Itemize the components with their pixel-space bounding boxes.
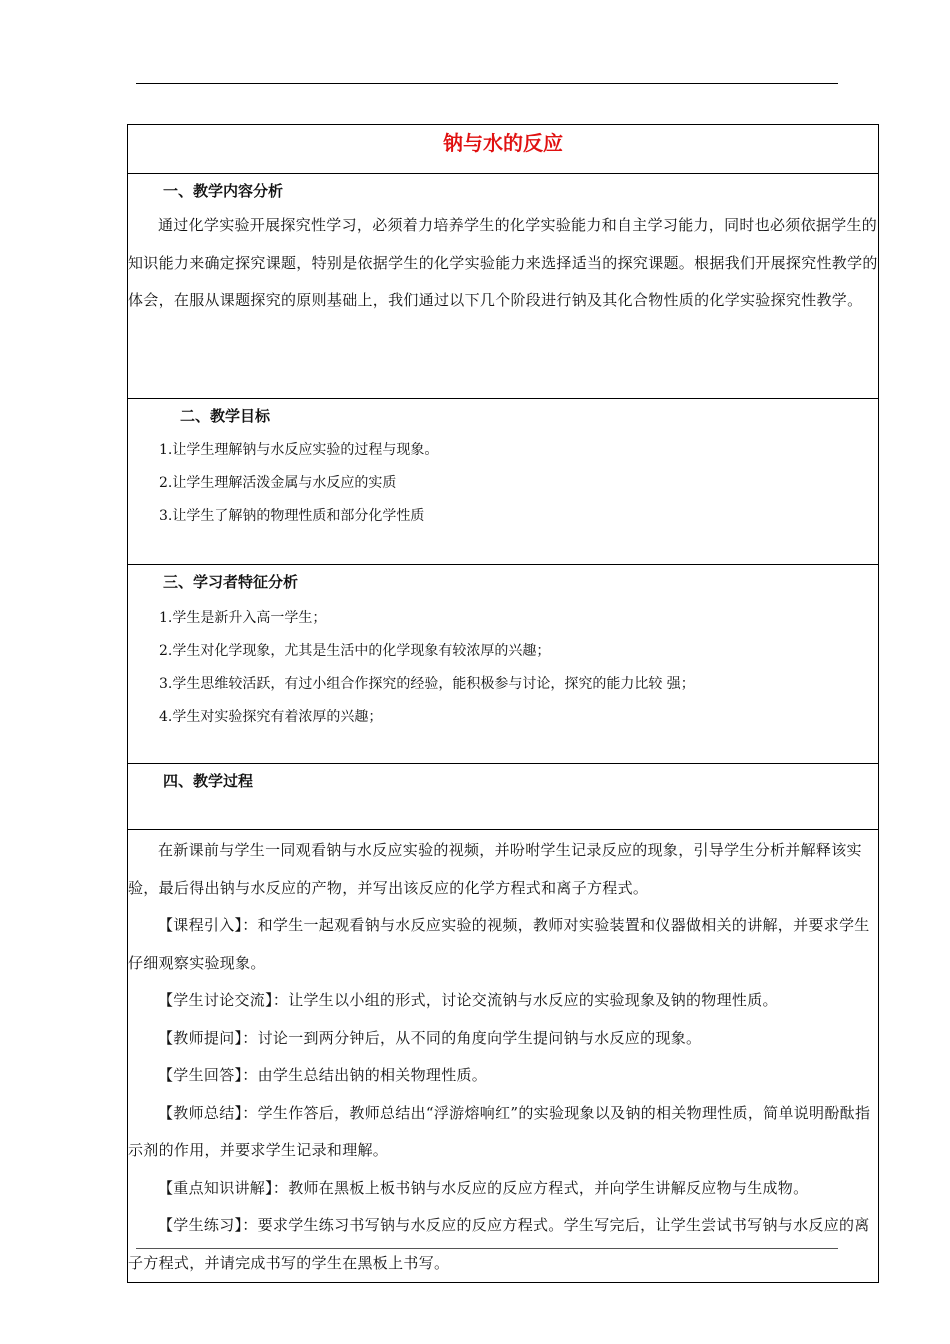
footer-rule	[136, 1248, 838, 1249]
section-teaching-process	[128, 830, 879, 1283]
list-item: 3.学生思维较活跃，有过小组合作探究的经验，能积极参与讨论，探究的能力比较 强；	[159, 676, 695, 692]
process-paragraph: 【学生回答】：由学生总结出钠的相关物理性质。	[158, 1066, 488, 1084]
list-item: 1.学生是新升入高一学生；	[159, 610, 327, 626]
section-learner-analysis	[128, 565, 879, 764]
section-heading: 三、学习者特征分析	[163, 573, 299, 591]
list-item: 4.学生对实验探究有着浓厚的兴趣；	[159, 709, 383, 725]
section-heading: 四、教学过程	[163, 772, 254, 790]
section-content-analysis	[128, 174, 879, 399]
process-paragraph: 【教师总结】：学生作答后，教师总结出“浮游熔响红”的实验现象以及钠的相关物理性质，简单说明酚酞指示剂的作用，并要求学生记录和理解。	[128, 1103, 871, 1159]
document-title: 钠与水的反应	[128, 125, 879, 174]
header-rule	[136, 83, 838, 84]
list-item: 3.让学生了解钠的物理性质和部分化学性质	[159, 508, 425, 524]
section-teaching-process-heading	[128, 764, 879, 830]
list-item: 1.让学生理解钠与水反应实验的过程与现象。	[159, 442, 439, 458]
list-item: 2.让学生理解活泼金属与水反应的实质	[159, 475, 397, 491]
section-heading: 一、教学内容分析	[163, 182, 284, 200]
section-teaching-goals	[128, 399, 879, 565]
process-paragraph: 【重点知识讲解】：教师在黑板上板书钠与水反应的反应方程式，并向学生讲解反应物与生成物。	[158, 1178, 809, 1197]
lesson-plan-table	[127, 124, 879, 1283]
section-paragraph: 通过化学实验开展探究性学习，必须着力培养学生的化学实验能力和自主学习能力，同时也必须依据学生的知识能力来确定探究课题，特别是依据学生的化学实验能力来选择适当的探究课题。根据我们开展探究性教学的体会，在服从课题探究的原则基础上，我们通过以下几个阶段进行钠及其化合物性质的化学实验探究性教学。	[128, 216, 878, 309]
process-paragraph: 【学生练习】：要求学生练习书写钠与水反应的反应方程式。学生写完后，让学生尝试书写钠与水反应的离子方程式，并请完成书写的学生在黑板上书写。	[128, 1216, 870, 1272]
section-heading: 二、教学目标	[180, 407, 271, 425]
process-paragraph: 【教师提问】：讨论一到两分钟后，从不同的角度向学生提问钠与水反应的现象。	[158, 1028, 702, 1047]
process-paragraph: 【课程引入】：和学生一起观看钠与水反应实验的视频，教师对实验装置和仪器做相关的讲解，并要求学生仔细观察实验现象。	[128, 916, 870, 972]
process-paragraph: 在新课前与学生一同观看钠与水反应实验的视频，并吩咐学生记录反应的现象，引导学生分析并解释该实验，最后得出钠与水反应的产物，并写出该反应的化学方程式和离子方程式。	[128, 841, 862, 897]
process-paragraph: 【学生讨论交流】：让学生以小组的形式，讨论交流钠与水反应的实验现象及钠的物理性质。	[158, 991, 778, 1009]
list-item: 2.学生对化学现象，尤其是生活中的化学现象有较浓厚的兴趣；	[159, 643, 551, 659]
